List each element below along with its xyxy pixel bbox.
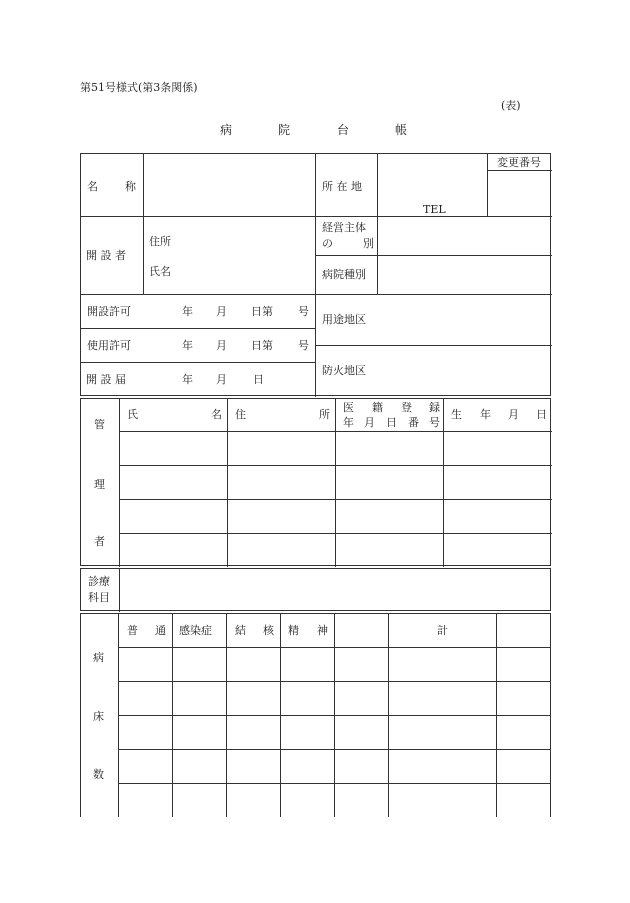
fire-zone-label: 防火地区 (322, 364, 366, 377)
beds-side-2: 床 (93, 710, 104, 723)
use-permit-month: 月 (216, 339, 227, 352)
form-number: 第51号様式(第3条関係) (80, 81, 198, 94)
col-tb-2: 核 (263, 624, 274, 637)
notification-month: 月 (216, 373, 227, 386)
permit-number: 号 (298, 305, 309, 318)
form-side-label: (表) (501, 99, 521, 112)
col-name-1: 氏 (127, 408, 138, 421)
departments-label-2: 科目 (88, 591, 110, 604)
hospital-type-field[interactable] (378, 256, 551, 294)
change-number-label: 変更番号 (497, 156, 541, 169)
col-reg-bottom-3: 日 (386, 416, 397, 429)
departments-table (80, 568, 551, 611)
col-reg-top-4: 録 (429, 401, 440, 414)
col-general-2: 通 (155, 624, 166, 637)
beds-table (80, 613, 551, 817)
management-field[interactable] (378, 217, 551, 255)
col-address-2: 所 (319, 408, 330, 421)
managers-table (80, 398, 551, 566)
col-reg-top-3: 登 (401, 401, 412, 414)
permit-label: 開設許可 (87, 305, 131, 318)
name-field[interactable] (144, 154, 315, 216)
col-reg-bottom-4: 番 (408, 416, 419, 429)
zoning-label: 用途地区 (322, 313, 366, 326)
title-char-1: 病 (220, 123, 233, 137)
title-char-3: 台 (337, 123, 350, 137)
col-total: 計 (437, 624, 448, 637)
use-permit-number: 号 (298, 339, 309, 352)
departments-field[interactable] (120, 569, 551, 610)
col-reg-top-1: 医 (343, 401, 354, 414)
founder-label: 開 設 者 (86, 249, 126, 262)
zoning-field[interactable] (378, 295, 551, 345)
name-label-2: 称 (125, 180, 136, 193)
col-psych-1: 精 (288, 624, 299, 637)
permit-year: 年 (182, 305, 193, 318)
management-label-1: 経営主体 (322, 221, 366, 234)
founder-field[interactable] (177, 217, 315, 294)
notification-label: 開 設 届 (86, 373, 126, 386)
col-tb-1: 結 (235, 624, 246, 637)
founder-name-label: 氏名 (149, 265, 171, 278)
change-number-field[interactable] (488, 171, 551, 216)
management-label-2a: の (322, 237, 333, 250)
managers-side-2: 理 (94, 478, 105, 491)
permit-month: 月 (216, 305, 227, 318)
col-general-1: 普 (127, 624, 138, 637)
col-address-1: 住 (235, 408, 246, 421)
managers-side-3: 者 (94, 535, 105, 548)
use-permit-year: 年 (182, 339, 193, 352)
col-birth-2: 年 (480, 408, 491, 421)
location-label: 所 在 地 (322, 180, 362, 193)
col-reg-bottom-5: 号 (429, 416, 440, 429)
name-label-1: 名 (87, 180, 98, 193)
notification-year: 年 (182, 373, 193, 386)
col-infectious: 感染症 (179, 624, 212, 637)
founder-address-label: 住所 (149, 235, 171, 248)
beds-side-3: 数 (93, 768, 104, 781)
notification-day: 日 (253, 373, 264, 386)
col-reg-bottom-2: 月 (364, 416, 375, 429)
title-char-2: 院 (278, 123, 291, 137)
col-name-2: 名 (211, 408, 222, 421)
departments-label-1: 診療 (88, 575, 110, 588)
col-reg-bottom-1: 年 (343, 416, 354, 429)
managers-side-1: 管 (94, 418, 105, 431)
col-birth-4: 日 (536, 408, 547, 421)
use-permit-label: 使用許可 (87, 339, 131, 352)
col-birth-3: 月 (508, 408, 519, 421)
basic-info-table (80, 153, 551, 396)
col-reg-top-2: 籍 (372, 401, 383, 414)
tel-label: TEL (423, 203, 446, 216)
fire-zone-field[interactable] (378, 346, 551, 396)
hospital-type-label: 病院種別 (322, 268, 366, 281)
management-label-2b: 別 (363, 237, 374, 250)
beds-side-1: 病 (93, 651, 104, 664)
permit-day-number: 日第 (251, 305, 273, 318)
col-psych-2: 神 (317, 624, 328, 637)
title-char-4: 帳 (395, 123, 408, 137)
use-permit-day-number: 日第 (251, 339, 273, 352)
col-birth-1: 生 (451, 408, 462, 421)
